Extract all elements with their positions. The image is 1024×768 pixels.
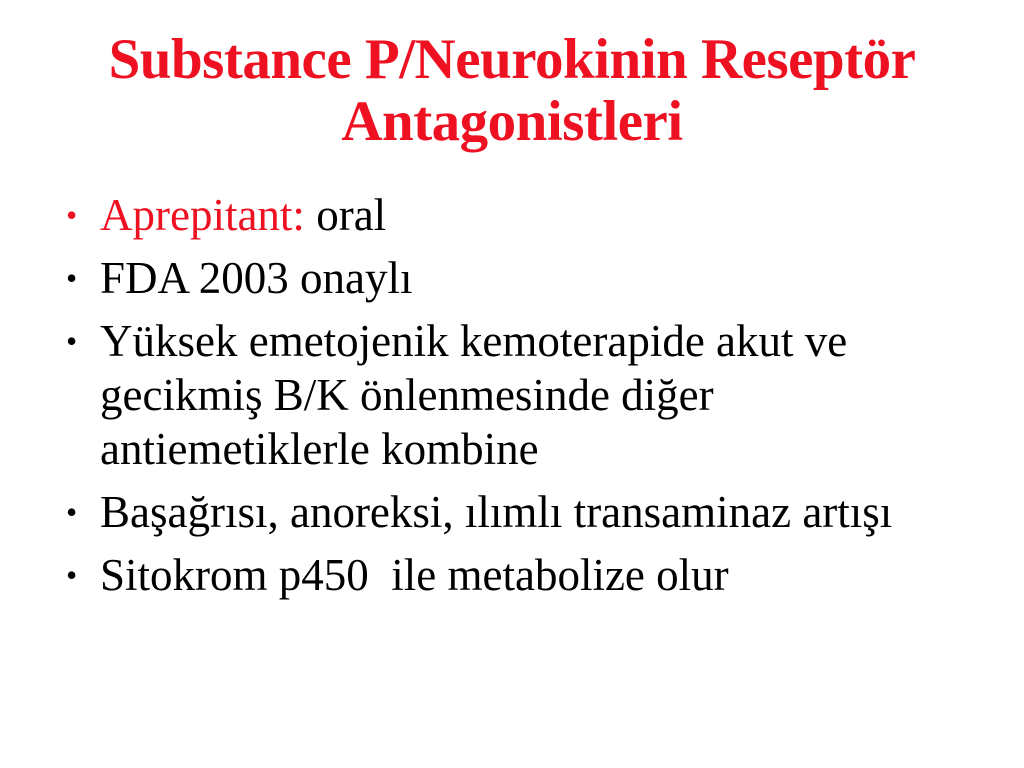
bullet-marker: • bbox=[66, 494, 78, 530]
slide-title-line2: Antagonistleri bbox=[341, 90, 683, 153]
bullet-item-kemoterapi bbox=[64, 314, 950, 476]
bullet-marker: • bbox=[66, 197, 78, 233]
bullet-item-yan-etkiler bbox=[64, 485, 950, 539]
bullet-text: FDA 2003 onaylı bbox=[100, 253, 413, 303]
bullet-text: Sitokrom p450 ile metabolize olur bbox=[100, 550, 729, 600]
bullet-marker: • bbox=[66, 557, 78, 593]
bullet-text bbox=[100, 188, 950, 242]
bullet-item-aprepitant bbox=[64, 188, 950, 242]
bullet-marker: • bbox=[66, 323, 78, 359]
bullet-text-emphasis: Aprepitant: bbox=[100, 190, 317, 240]
bullet-text-normal: oral bbox=[316, 190, 387, 240]
slide-title bbox=[30, 29, 994, 153]
bullet-item-sitokrom bbox=[64, 548, 950, 602]
bullet-item-fda bbox=[64, 251, 950, 305]
bullet-list bbox=[64, 188, 950, 611]
slide-title-line1: Substance P/Neurokinin Reseptör bbox=[108, 28, 916, 91]
bullet-text: Yüksek emetojenik kemoterapide akut ve gecikmiş B/K önlenmesinde diğer antiemetiklerle kombine bbox=[100, 316, 859, 474]
bullet-text: Başağrısı, anoreksi, ılımlı transaminaz artışı bbox=[100, 487, 893, 537]
bullet-marker: • bbox=[66, 260, 78, 296]
